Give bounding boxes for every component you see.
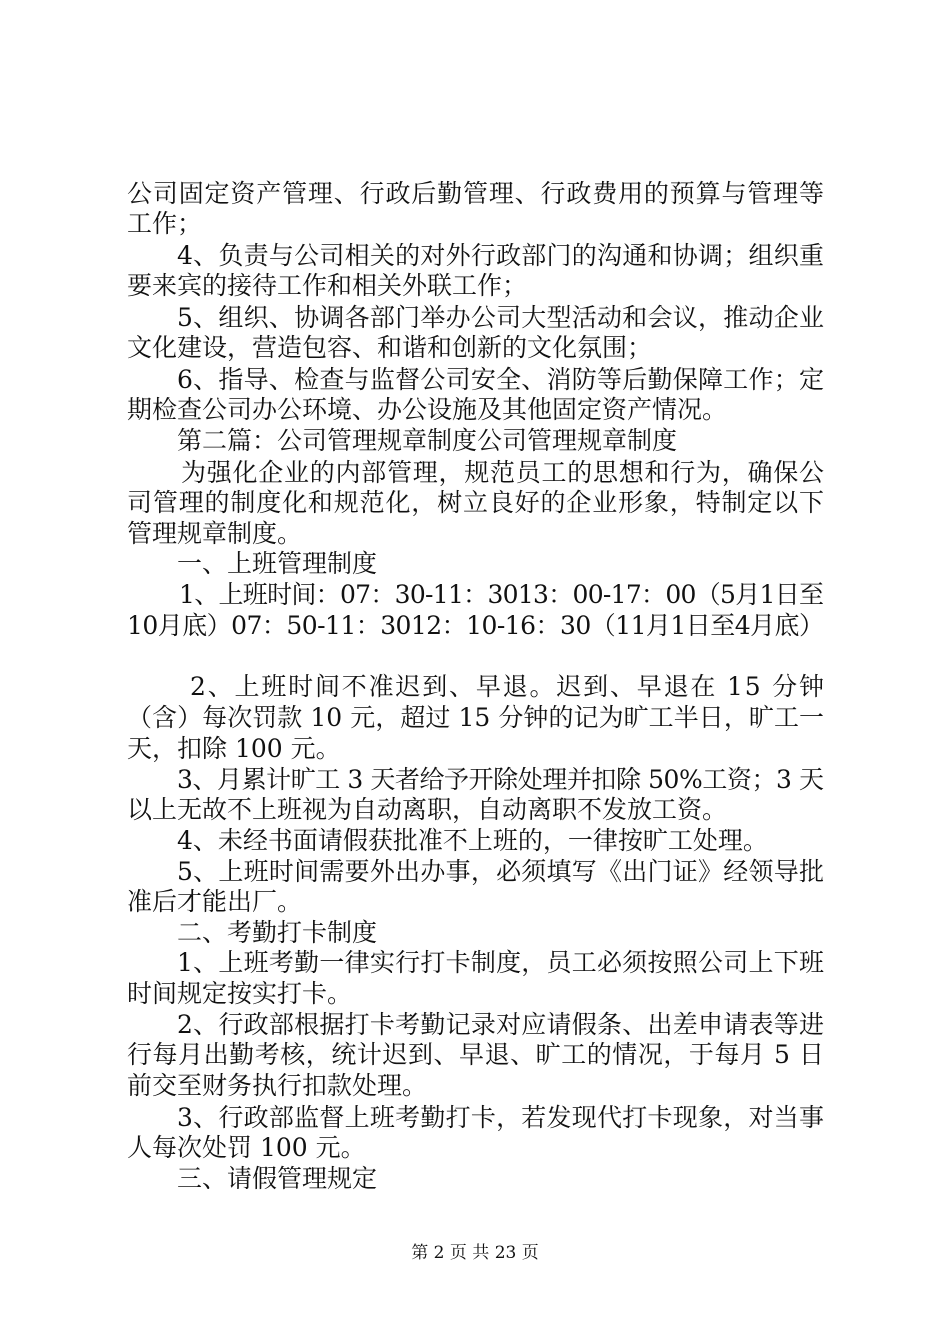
- text-line: 时间规定按实打卡。: [127, 979, 353, 1008]
- text-line: （含）每次罚款 10 元，超过 15 分钟的记为旷工半日，旷工一: [127, 703, 825, 732]
- text-line: 3、月累计旷工 3 天者给予开除处理并扣除 50%工资；3 天: [177, 765, 824, 794]
- text-line: 人每次处罚 100 元。: [127, 1133, 366, 1162]
- section-heading: 三、请假管理规定: [177, 1164, 378, 1193]
- text-line: 10月底）07：50-11：3012：10-16：30（11月1日至4月底）: [127, 611, 824, 640]
- text-line: 2、行政部根据打卡考勤记录对应请假条、出差申请表等进: [177, 1010, 825, 1039]
- text-line: 5、组织、协调各部门举办公司大型活动和会议，推动企业: [177, 303, 825, 332]
- text-line: 司管理的制度化和规范化，树立良好的企业形象，特制定以下: [127, 488, 825, 517]
- text-line: 要来宾的接待工作和相关外联工作；: [127, 271, 528, 300]
- section-heading: 二、考勤打卡制度: [177, 918, 378, 947]
- text-line: 6、指导、检查与监督公司安全、消防等后勤保障工作；定: [177, 365, 825, 394]
- text-line: 天，扣除 100 元。: [127, 734, 341, 763]
- section-heading: 一、上班管理制度: [177, 549, 378, 578]
- text-line: 以上无故不上班视为自动离职，自动离职不发放工资。: [127, 795, 728, 824]
- text-line: 为强化企业的内部管理，规范员工的思想和行为，确保公: [181, 458, 825, 487]
- text-line: 行每月出勤考核，统计迟到、早退、旷工的情况，于每月 5 日: [127, 1040, 825, 1069]
- text-line: 1、上班考勤一律实行打卡制度，员工必须按照公司上下班: [177, 948, 825, 977]
- text-line: 5、上班时间需要外出办事，必须填写《出门证》经领导批: [177, 857, 825, 886]
- page-footer: 第 2 页 共 23 页: [411, 1243, 539, 1263]
- text-line: 期检查公司办公环境、办公设施及其他固定资产情况。: [127, 395, 728, 424]
- text-line: 2、上班时间不准迟到、早退。迟到、早退在 15 分钟: [190, 672, 826, 701]
- text-line: 文化建设，营造包容、和谐和创新的文化氛围；: [127, 333, 653, 362]
- text-line: 工作；: [127, 209, 203, 238]
- text-line: 公司固定资产管理、行政后勤管理、行政费用的预算与管理等: [127, 179, 825, 208]
- text-line: 1、上班时间：07：30-11：3013：00-17：00（5月1日至: [179, 580, 824, 609]
- text-line: 前交至财务执行扣款处理。: [127, 1071, 428, 1100]
- text-line: 准后才能出厂。: [127, 887, 303, 916]
- section-heading: 第二篇：公司管理规章制度公司管理规章制度: [177, 426, 678, 455]
- text-line: 4、负责与公司相关的对外行政部门的沟通和协调；组织重: [177, 241, 825, 270]
- text-line: 3、行政部监督上班考勤打卡，若发现代打卡现象，对当事: [177, 1103, 825, 1132]
- text-line: 管理规章制度。: [127, 519, 303, 548]
- text-line: 4、未经书面请假获批准不上班的，一律按旷工处理。: [177, 826, 768, 855]
